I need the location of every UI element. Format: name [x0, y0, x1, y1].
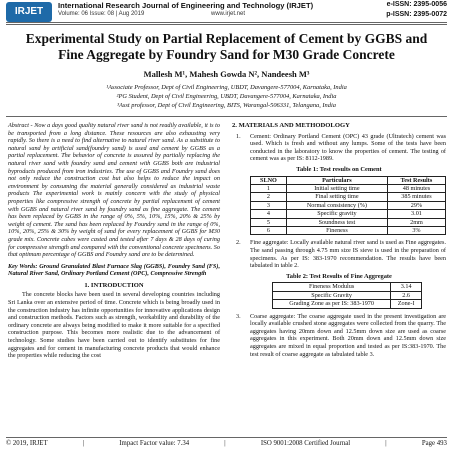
table-cell: Fineness: [286, 227, 387, 235]
table-header: Test Results: [387, 176, 445, 184]
table-cell: 2: [251, 193, 287, 201]
table-cell: 6: [251, 227, 287, 235]
journal-name: International Research Journal of Engineering and Technology (IRJET): [58, 1, 314, 10]
item-number: 3.: [236, 312, 241, 320]
table-cell: 3%: [387, 227, 445, 235]
footer-sep: |: [82, 440, 85, 447]
table-row: [251, 201, 446, 209]
title-line-1: Experimental Study on Partial Replacement of Cement by GGBS and: [25, 31, 428, 46]
footer-sep: |: [224, 440, 226, 447]
table-header: Particulars: [286, 176, 387, 184]
table1-caption: Table 1: Test results on Cement: [296, 165, 382, 173]
footer-impact: Impact Factor value: 7.34: [119, 440, 190, 447]
cement-item: [232, 133, 446, 163]
table-cell: Normal consistency (%): [286, 201, 387, 209]
pissn: p-ISSN: 2395-0072: [386, 11, 447, 18]
header-divider: [6, 22, 447, 23]
intro-text: The concrete blocks have been used in several developing countries including Sri Lanka over an extensive period of time. Concrete which is being broadly used in the construction industry has infinite opportunities for innovative applications design and construction methods. Factors such as strength, workability and durability of the ordinary concrete are always being modified to make it more suitable for a specified construction purpose. This becomes more realistic due to the advancement of technology. Some studies have been carried out to identify substitutes for fine aggregates and for cement in manufacturing concrete products that would enhance the properties while reducing the cost: [8, 291, 220, 360]
table-header: SLNO: [251, 176, 287, 184]
page-footer: [6, 440, 447, 447]
table-cell: 2mm: [387, 218, 445, 226]
irjet-logo: [6, 2, 52, 22]
item-number: 2.: [236, 239, 241, 247]
table-row: [251, 218, 446, 226]
footer-iso: ISO 9001:2008 Certified Journal: [260, 440, 351, 447]
title-line-2: Fine Aggregate by Foundry Sand for M30 Grade Concrete: [58, 47, 395, 62]
table-cell: 385 minutes: [387, 193, 445, 201]
paper-title: [10, 31, 443, 63]
table-cell: 5: [251, 218, 287, 226]
volume-text: Volume: 06 Issue: 08 | Aug 2019: [58, 11, 145, 17]
table-cell: Specific gravity: [286, 210, 387, 218]
materials-heading: 2. MATERIALS AND METHODOLOGY: [232, 122, 350, 129]
coarse-aggregate-text: Coarse aggregate: The coarse aggregate used in the present investigation are locally available crushed stone aggregates were collected from the quarry. The aggregates having 20mm down and 12.5mm down size are used as coarse aggregates in this experiment. Both 20mm down and 12.5mm down size aggregates are mixed in equal proportion and tested as per IS:383-1970. The test result of coarse aggregate as tabulated table 3.: [250, 312, 446, 358]
table-row: [273, 283, 422, 291]
intro-heading: 1. INTRODUCTION: [84, 281, 144, 289]
table-cell: 3.01: [387, 210, 445, 218]
table2-caption: Table 2: Test Results of Fine Aggregate: [286, 272, 392, 280]
footer-sep: |: [385, 440, 387, 447]
table-row: [251, 227, 446, 235]
affiliation-divider: [6, 116, 447, 117]
fine-aggregate-text: Fine aggregate: Locally available natural river sand is used as Fine aggregates. The sand passing through 4.75 mm size IS sieve is used in the preparation of specimens. As per IS: 383-1970 recommendation. The results have been tabulated in table 2.: [250, 239, 446, 270]
fine-aggregate-item: [232, 239, 446, 269]
table-cell: Grading Zone as per IS: 383-1970: [273, 300, 391, 308]
table-row: [273, 291, 422, 299]
affiliation-1: ¹Associate Professor, Dept of Civil Engineering, UBDT, Davangere-577004, Karnataka, India: [106, 84, 347, 91]
table-row: [273, 300, 422, 308]
table-row: [251, 193, 446, 201]
table-row: [251, 184, 446, 192]
footer-copyright: © 2019, IRJET: [6, 440, 48, 447]
table-header-row: [251, 176, 446, 184]
table-cell: 3: [251, 201, 287, 209]
eissn: e-ISSN: 2395-0056: [386, 1, 447, 8]
journal-volume: [58, 11, 245, 17]
right-column: [232, 122, 446, 358]
table-cell: Zone-I: [391, 300, 422, 308]
affiliation-3: ³Asst professor, Dept of Civil Engineering, BITS, Warangal-506331, Telangana, India: [117, 102, 336, 109]
table-cell: Specific Gravity: [273, 291, 391, 299]
item-number: 1.: [236, 132, 241, 140]
logo-text: IRJET: [14, 6, 44, 17]
abstract: Abstract - Now a days good quality natural river sand is not readily available, it is to be transported from a long distance. These resources are also exhausting very rapidly. So there is a need to find alternative to natural river sand. As a substitute to natural sand by artificial sand(foundry sand) is used and cement by GGBS as a partial replacement. The behavior of concrete is assured by partially replacing the natural river sand with foundry sand and cement with GGBS both are industrial byproducts produced from iron industries. The use of GGBS and Foundry sand does not only reduce the construction cost but also helps to reduce the impact on environment by consuming the material generally considered as industrial waste products The experimental work is mainly concern with the study of physical properties like compressive strength of concrete by partial replacement of cement with GGBS and natural river sand by foundry sand as fine aggregate. The cement has been replaced by GGBS in the range of 0%, 5%, 10%, 15%, 20% & 25% by weight of cement. The sand has been replaced by Foundry sand in the range of 0%, 10%, 20%, 25% & 30% by weight of sand for every replacement of GGBS for M30 grade mix. Concrete cubes were casted and tested after 7 days & 28 days of curing for compressive strength and compared with the conventional concrete specimens. So that optimum percentage of GGBS and Foundry sand are to be determined.: [8, 122, 220, 259]
fine-aggregate-table: [272, 282, 422, 308]
affiliation-2: ²PG Student, Dept of Civil Engineering, UBDT, Davangere-577004, Karnataka, India: [116, 93, 337, 100]
cement-text: Cement: Ordinary Portland Cement (OPC) 43 grade (Ultratech) cement was used. Which is fresh and without any lumps. Some of the tests have been conducted in the laboratory to know the properties of cement. The testing of cement was as per IS: 8112-1989.: [250, 132, 446, 163]
keywords: Key Words: Ground Granulated Blast Furnace Slag (GGBS), Foundry Sand (FS), Natural River Sand, Ordinary Portland Cement (OPC), Compressive Strength: [8, 262, 220, 278]
coarse-aggregate-item: [232, 313, 446, 359]
website-text: www.irjet.net: [210, 11, 245, 17]
table-cell: Initial setting time: [286, 184, 387, 192]
footer-page: Page 493: [421, 440, 447, 447]
table-cell: 29%: [387, 201, 445, 209]
header-divider-2: [6, 24, 447, 25]
table-cell: 3.14: [391, 283, 422, 291]
left-column: [8, 122, 220, 360]
table-cell: 4: [251, 210, 287, 218]
table-cell: 1: [251, 184, 287, 192]
table-row: [251, 210, 446, 218]
authors: Mallesh M¹, Mahesh Gowda N², Nandeesh M³: [143, 69, 310, 79]
table-cell: 2.6: [391, 291, 422, 299]
table-cell: Final setting time: [286, 193, 387, 201]
table-cell: Soundness test: [286, 218, 387, 226]
table-cell: 48 minutes: [387, 184, 445, 192]
cement-results-table: [250, 176, 446, 236]
footer-divider: [6, 437, 447, 438]
table-cell: Fineness Modulus: [273, 283, 391, 291]
